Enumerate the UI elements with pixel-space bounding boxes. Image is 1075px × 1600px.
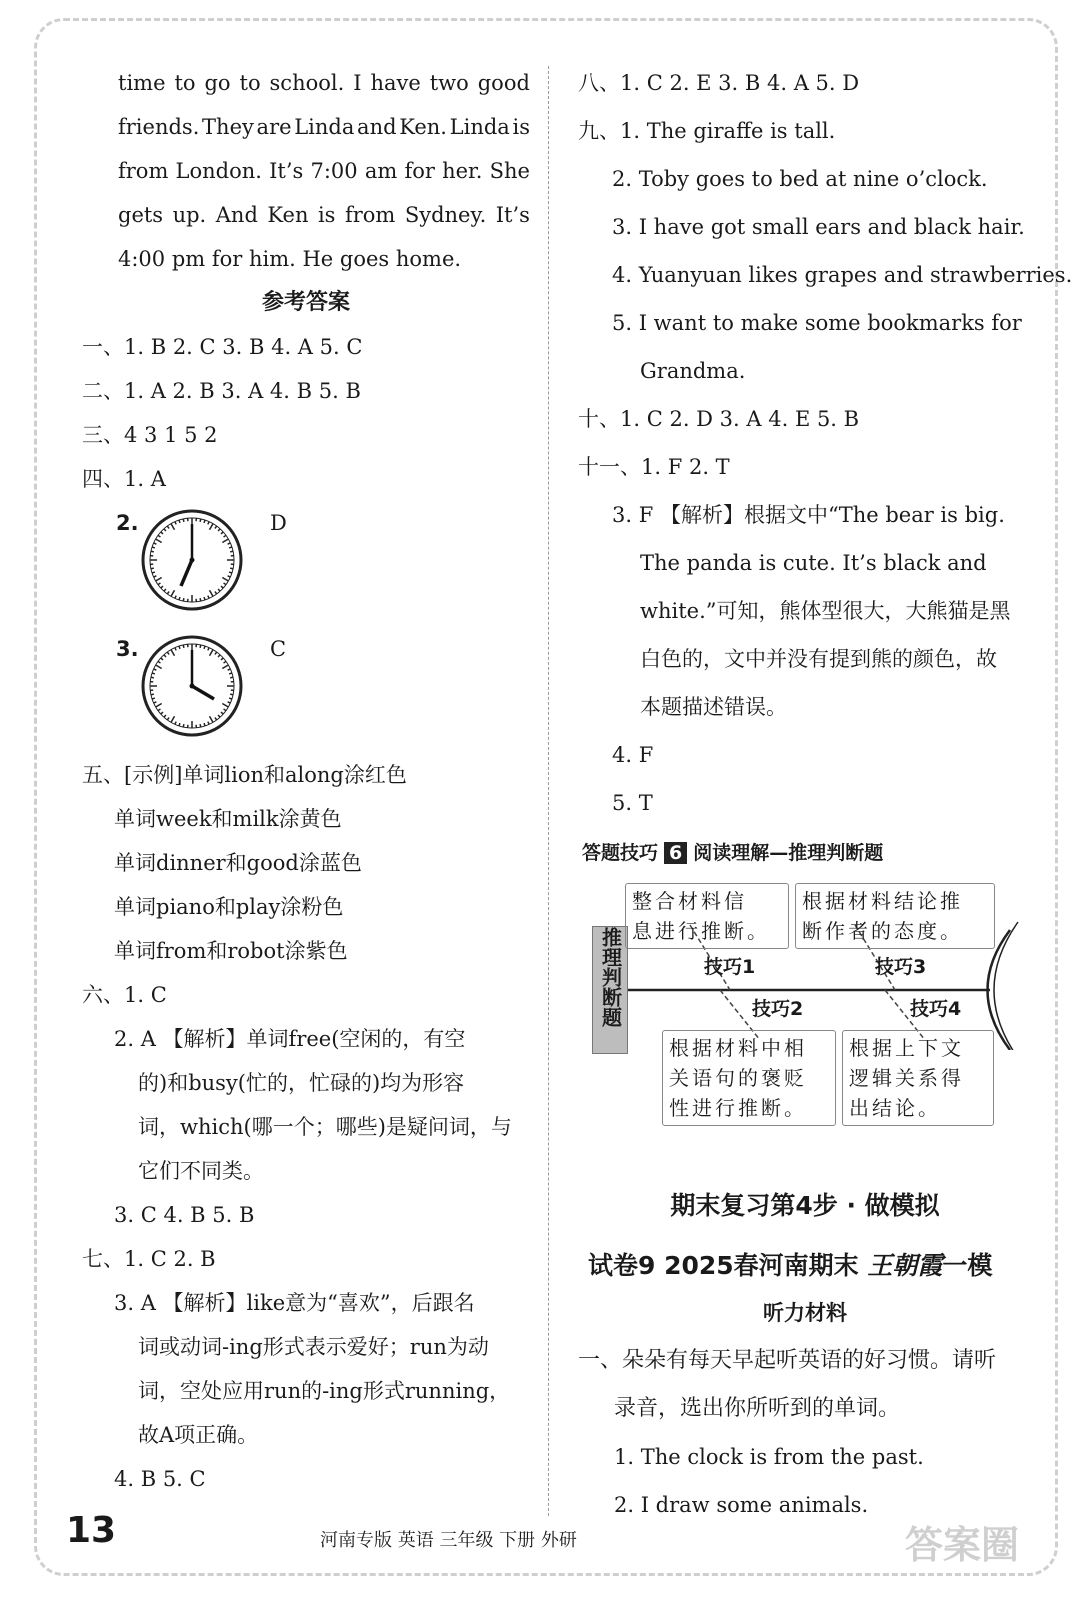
clock-tick [161,712,163,714]
passage-line-5: 4:00 pm for him. He goes home. [118,247,462,271]
answer-section-7-item-3-line-4: 故A项正确。 [138,1423,259,1447]
clock-tick [164,715,166,717]
clock-tick [230,568,233,569]
answer-section-5-line-1: 五、[示例]单词lion和along涂红色 [82,763,407,787]
clock-tick [156,578,162,582]
answer-section-6-items-3-5: 3. C 4. B 5. B [114,1203,255,1227]
clock-tick [161,532,163,534]
clock-tick [224,661,226,663]
answer-section-5-line-5: 单词from和robot涂紫色 [114,939,348,963]
clock-tick [154,702,157,703]
clock-tick [215,526,217,528]
tip-3-label: 技巧3 [875,956,927,978]
clock-tick [224,535,226,537]
clock-tick [208,648,209,651]
tips-title: 阅读理解—推理判断题 [693,842,884,864]
answer-section-11-item-3-line-2: The panda is cute. It’s black and [640,551,987,575]
clock-tick [218,589,220,591]
clock-tick [218,655,220,657]
answer-section-7-item-3-line-3: 词，空处应用run的-ing形式running， [138,1379,511,1403]
clock-tick [158,661,160,663]
clock-tick [151,551,154,552]
answer-section-7-item-3-line-2: 词或动词-ing形式表示爱好；run为动 [138,1335,489,1359]
answer-section-11-item-3-line-4: 白色的，文中并没有提到熊的颜色，故 [640,647,997,671]
clock-tick [152,547,155,548]
clock-tick [218,529,220,531]
answer-section-7-item-3-line-1: 3. A 【解析】like意为“喜欢”，后跟名 [114,1291,475,1315]
tip-2-label: 技巧2 [752,998,804,1020]
clock-tick [179,597,180,600]
passage-line-1: time to go to school. I have two good [118,71,530,95]
answer-section-7-items-1-2: 七、1. C 2. B [82,1247,216,1271]
tip-box-3: 根据材料结论推 断作者的态度。 [795,883,995,949]
clock-tick [200,645,201,648]
clock-tick [208,522,209,525]
tip-4-label: 技巧4 [910,998,962,1020]
clock-tick [229,572,232,573]
clock-tick [230,551,233,552]
answer-section-6-item-1: 六、1. C [82,983,167,1007]
answer-section-9-item-2: 2. Toby goes to bed at nine o’clock. [612,167,988,191]
listening-item-2: 2. I draw some animals. [614,1493,869,1517]
answer-section-10: 十、1. C 2. D 3. A 4. E 5. B [578,407,860,431]
footer-info: 河南专版 英语 三年级 下册 外研 [320,1530,577,1551]
clock-tick [164,589,166,591]
clock-tick [221,532,223,534]
clock-tick [151,694,154,695]
clock-question-3-number: 3. [116,637,139,661]
tip-1-label: 技巧1 [704,956,756,978]
clock-tick [183,598,184,601]
clock-tick [215,592,217,594]
answer-section-6-item-2-line-1: 2. A 【解析】单词free(空闲的，有空 [114,1027,466,1051]
clock-tick [158,709,160,711]
answer-section-9-item-5-line-1: 5. I want to make some bookmarks for [612,311,1022,335]
clock-tick [230,694,233,695]
listening-item-1: 1. The clock is from the past. [614,1445,924,1469]
clock-tick [229,547,232,548]
clock-tick [171,524,175,530]
clock-tick [204,520,205,523]
clock-tick [210,590,214,596]
clock-tick [229,673,232,674]
clock-tick [179,723,180,726]
tips-number-badge: 6 [664,842,687,864]
clock-tick [175,648,176,651]
clock-tick [164,529,166,531]
clock-question-2-answer: D [270,511,287,535]
answer-section-9-item-4: 4. Yuanyuan likes grapes and strawberries. [612,263,1073,287]
answer-section-6-item-2-line-2: 的)和busy(忙的，忙碌的)均为形容 [138,1071,465,1095]
clock-tick [154,669,157,670]
clock-tick [156,665,162,669]
clock-tick [183,724,184,727]
listening-title: 听力材料 [763,1301,847,1325]
clock-tick [210,650,214,656]
clock-tick [154,543,157,544]
tips-heading [582,838,883,865]
answer-section-2: 二、1. A 2. B 3. A 4. B 5. B [82,379,361,403]
clock-tick [171,650,175,656]
listening-question-1-line-2: 录音，选出你所听到的单词。 [614,1396,901,1421]
clock-tick [229,698,232,699]
watermark-logo: 答案圈 [905,1523,1020,1567]
clock-tick [221,658,223,660]
clock-tick [183,519,184,522]
answer-section-11-item-5: 5. T [612,791,653,815]
clock-tick [215,718,217,720]
clock-tick [151,568,154,569]
clock-tick [210,716,214,722]
clock-tick [221,586,223,588]
passage-line-3: from London. It’s 7:00 am for her. She [118,159,530,183]
clock-tick [208,596,209,599]
clock-tick [228,702,231,703]
clock-tick [224,709,226,711]
page-number: 13 [66,1510,117,1551]
clock-tick [222,704,228,708]
answer-section-9-item-3: 3. I have got small ears and black hair. [612,215,1025,239]
answer-section-3: 三、4 3 1 5 2 [82,423,218,447]
clock-tick [208,722,209,725]
clock-tick [152,698,155,699]
clock-tick [200,519,201,522]
clock-tick [224,583,226,585]
answer-section-4: 四、1. A [82,467,166,491]
clock-question-2-number: 2. [116,511,139,535]
clock-tick [200,598,201,601]
clock-tick [171,590,175,596]
tip-box-2: 根据材料中相 关语句的褒贬 性进行推断。 [662,1030,836,1126]
answer-section-11-item-4: 4. F [612,743,654,767]
clock-tick [179,646,180,649]
answer-section-6-item-2-line-4: 它们不同类。 [138,1159,264,1183]
clock-tick [171,716,175,722]
clock-question-3-answer: C [270,637,287,661]
clock-face-7-oclock [140,508,244,612]
clock-tick [228,576,231,577]
clock-tick [179,520,180,523]
clock-face-4-oclock [140,634,244,738]
clock-tick [222,539,228,543]
listening-question-1-line-1: 一、朵朵有每天早起听英语的好习惯。请听 [578,1348,997,1373]
clock-tick [175,722,176,725]
clock-tick [158,535,160,537]
clock-tick [167,652,169,654]
clock-tick [200,724,201,727]
answer-section-11-item-3-line-3: white.”可知，熊体型很大，大熊猫是黑 [640,599,1011,623]
answer-section-11-item-3-line-5: 本题描述错误。 [640,695,787,719]
answer-section-11-items-1-2: 十一、1. F 2. T [578,455,730,479]
answer-section-1: 一、1. B 2. C 3. B 4. A 5. C [82,335,363,359]
clock-tick [156,704,162,708]
clock-tick [161,658,163,660]
brand-signature: 王朝霞 [867,1251,943,1280]
clock-tick [222,665,228,669]
clock-tick [204,723,205,726]
answer-section-6-item-2-line-3: 词，which(哪一个；哪些)是疑问词，与 [138,1115,512,1139]
clock-tick [175,522,176,525]
answer-section-5-line-4: 单词piano和play涂粉色 [114,895,344,919]
clock-tick [222,578,228,582]
clock-tick [167,592,169,594]
tip-box-1: 整合材料信 息进行推断。 [625,883,789,949]
clock-tick [228,543,231,544]
answer-section-5-line-2: 单词week和milk涂黄色 [114,807,342,831]
passage-line-2: friends. They are Linda and Ken. Linda is [118,115,530,139]
clock-tick [152,572,155,573]
tip-box-4: 根据上下文 逻辑关系得 出结论。 [842,1030,994,1126]
clock-tick [161,586,163,588]
passage-line-4: gets up. And Ken is from Sydney. It’s [118,203,530,227]
clock-tick [167,718,169,720]
clock-tick [204,597,205,600]
diagram-label: 推理判断题 [592,926,628,1054]
clock-tick [204,646,205,649]
clock-tick [230,677,233,678]
answer-section-9-item-1: 九、1. The giraffe is tall. [578,119,836,143]
answer-section-5-line-3: 单词dinner和good涂蓝色 [114,851,362,875]
clock-tick [158,583,160,585]
clock-tick [152,673,155,674]
answer-section-8: 八、1. C 2. E 3. B 4. A 5. D [578,71,860,95]
column-divider [548,66,549,1516]
clock-tick [183,645,184,648]
answers-title: 参考答案 [261,290,350,315]
clock-tick [167,526,169,528]
clock-tick [221,712,223,714]
clock-tick [210,524,214,530]
clock-tick [175,596,176,599]
clock-tick [218,715,220,717]
clock-tick [215,652,217,654]
clock-tick [228,669,231,670]
answer-section-7-items-4-5: 4. B 5. C [114,1467,206,1491]
clock-tick [154,576,157,577]
paper-title: 试卷9 2025春河南期末 王朝霞一模 [588,1251,993,1280]
step-title: 期末复习第4步 · 做模拟 [670,1191,940,1220]
clock-tick [156,539,162,543]
answer-section-9-item-5-line-2: Grandma. [640,359,746,383]
clock-tick [164,655,166,657]
answer-section-11-item-3-line-1: 3. F 【解析】根据文中“The bear is big. [612,503,1005,527]
tips-label: 答题技巧 [582,842,659,864]
clock-tick [151,677,154,678]
